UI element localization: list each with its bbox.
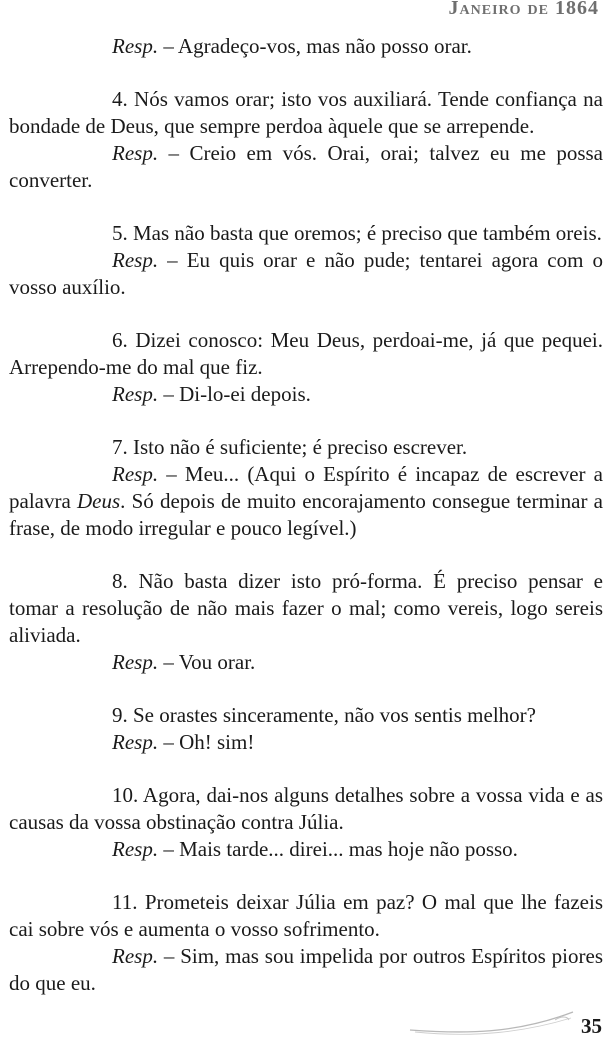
page-body: [9, 33, 603, 997]
response-text: – Meu... (Aqui o Espírito é incapaz de escrever a palavra: [9, 462, 603, 513]
response-paragraph: [9, 247, 603, 301]
question-paragraph: 11. Prometeis deixar Júlia em paz? O mal que lhe fazeis cai sobre vós e aumenta o vosso sofrimento.: [9, 890, 603, 941]
resp-label: Resp.: [112, 382, 159, 406]
resp-label: Resp.: [112, 462, 159, 486]
response-text: – Oh! sim!: [158, 730, 255, 754]
response-text: – Agradeço-vos, mas não posso orar.: [158, 34, 472, 58]
question-paragraph: 9. Se orastes sinceramente, não vos sentis melhor?: [112, 703, 536, 727]
question-paragraph: 7. Isto não é suficiente; é preciso escrever.: [112, 435, 468, 459]
response-text: – Di-lo-ei depois.: [158, 382, 311, 406]
question-paragraph: 10. Agora, dai-nos alguns detalhes sobre a vossa vida e as causas da vossa obstinação contra Júlia.: [9, 783, 603, 834]
response-paragraph: [9, 461, 603, 542]
resp-label: Resp.: [112, 34, 159, 58]
response-text: – Vou orar.: [158, 650, 256, 674]
response-text: . Só depois de muito encorajamento consegue terminar a frase, de modo irregular e pouco legível.): [9, 489, 603, 540]
resp-label: Resp.: [112, 141, 159, 165]
response-paragraph: [9, 649, 603, 676]
question-paragraph: 8. Não basta dizer isto pró-forma. É preciso pensar e tomar a resolução de não mais fazer o mal; como vereis, logo sereis aliviada.: [9, 569, 603, 647]
question-paragraph: 4. Nós vamos orar; isto vos auxiliará. Tende confiança na bondade de Deus, que sempre perdoa àquele que se arrepende.: [9, 87, 603, 138]
response-text: – Sim, mas sou impelida por outros Espíritos piores do que eu.: [9, 944, 603, 995]
running-head: Janeiro de 1864: [448, 0, 599, 19]
response-paragraph: [9, 943, 603, 997]
response-paragraph: [9, 836, 603, 863]
question-paragraph: 5. Mas não basta que oremos; é preciso que também oreis.: [112, 221, 602, 245]
response-paragraph: [9, 381, 603, 408]
footer-ornament-line: [405, 1004, 575, 1044]
response-text: – Mais tarde... direi... mas hoje não posso.: [158, 837, 518, 861]
response-paragraph: [9, 140, 603, 194]
resp-label: Resp.: [112, 248, 159, 272]
resp-label: Resp.: [112, 650, 159, 674]
response-text: – Eu quis orar e não pude; tentarei agora com o vosso auxílio.: [9, 248, 603, 299]
resp-label: Resp.: [112, 837, 159, 861]
resp-label: Resp.: [112, 730, 159, 754]
response-text: – Creio em vós. Orai, orai; talvez eu me possa converter.: [9, 141, 603, 192]
italic-word: Deus: [77, 489, 121, 513]
response-paragraph: [9, 33, 603, 60]
page-number: 35: [581, 1014, 602, 1038]
response-paragraph: [9, 729, 603, 756]
question-paragraph: 6. Dizei conosco: Meu Deus, perdoai-me, já que pequei. Arrependo-me do mal que fiz.: [9, 328, 603, 379]
resp-label: Resp.: [112, 944, 159, 968]
